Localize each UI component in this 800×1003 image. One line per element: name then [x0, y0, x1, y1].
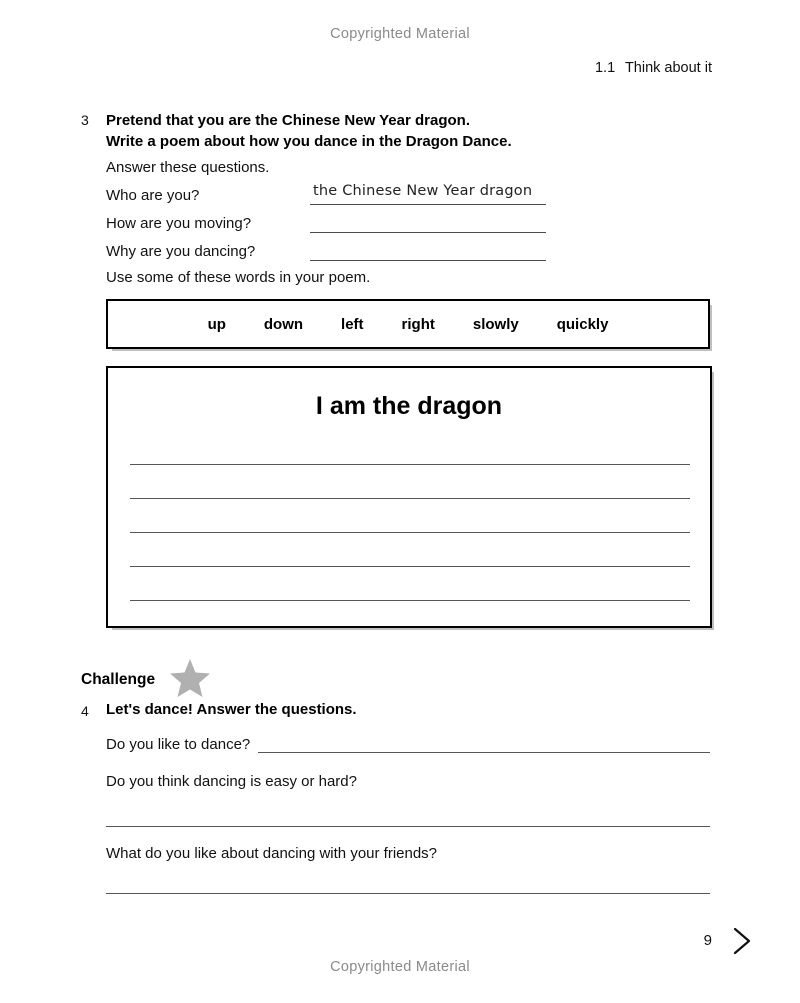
- word-bank-item: slowly: [472, 315, 519, 333]
- question-4-number: 4: [81, 703, 89, 719]
- challenge-heading: Challenge: [81, 671, 156, 688]
- poem-writing-line[interactable]: [130, 532, 690, 533]
- challenge-answer-line-2[interactable]: [106, 826, 710, 827]
- sub-question-label-1: Who are you?: [106, 187, 200, 204]
- star-icon: [168, 656, 212, 700]
- answer-line-1[interactable]: [310, 204, 546, 205]
- answer-line-2[interactable]: [310, 232, 546, 233]
- sub-question-label-3: Why are you dancing?: [106, 243, 256, 260]
- challenge-answer-line-1[interactable]: [258, 752, 710, 753]
- answer-line-3[interactable]: [310, 260, 546, 261]
- running-head: [595, 60, 712, 76]
- poem-writing-line[interactable]: [130, 464, 690, 465]
- challenge-answer-line-3[interactable]: [106, 893, 710, 894]
- word-bank-item: left: [341, 315, 364, 333]
- question-3-number: 3: [81, 112, 89, 128]
- copyright-watermark-bottom: Copyrighted Material: [330, 959, 470, 975]
- chevron-right-icon: [728, 924, 756, 958]
- challenge-question-1: Do you like to dance?: [106, 736, 251, 753]
- page-number: 9: [703, 932, 712, 949]
- poem-box: [106, 366, 712, 628]
- question-3-prompt: [106, 110, 666, 152]
- question-3-use-words: Use some of these words in your poem.: [106, 269, 371, 286]
- poem-writing-line[interactable]: [130, 566, 690, 567]
- poem-title: I am the dragon: [315, 392, 503, 420]
- copyright-watermark-top: Copyrighted Material: [330, 26, 470, 42]
- challenge-question-3: What do you like about dancing with your friends?: [106, 845, 438, 862]
- running-head-number: 1.1: [594, 60, 616, 76]
- word-bank-item: down: [263, 315, 304, 333]
- question-3-instruction: Answer these questions.: [106, 159, 270, 176]
- word-bank-item: quickly: [556, 315, 609, 333]
- word-bank: [106, 299, 710, 349]
- question-3-prompt-line-2: Write a poem about how you dance in the Dragon Dance.: [106, 133, 512, 150]
- question-3-prompt-line-1: Pretend that you are the Chinese New Year dragon.: [106, 112, 470, 129]
- sub-question-label-2: How are you moving?: [106, 215, 252, 232]
- challenge-question-2: Do you think dancing is easy or hard?: [106, 773, 357, 790]
- handwritten-answer-1: the Chinese New Year dragon: [313, 183, 533, 199]
- word-bank-item: up: [207, 315, 226, 333]
- poem-writing-line[interactable]: [130, 498, 690, 499]
- word-bank-item: right: [401, 315, 435, 333]
- question-4-prompt: Let's dance! Answer the questions.: [106, 701, 357, 718]
- running-head-title: Think about it: [624, 60, 712, 76]
- poem-writing-line[interactable]: [130, 600, 690, 601]
